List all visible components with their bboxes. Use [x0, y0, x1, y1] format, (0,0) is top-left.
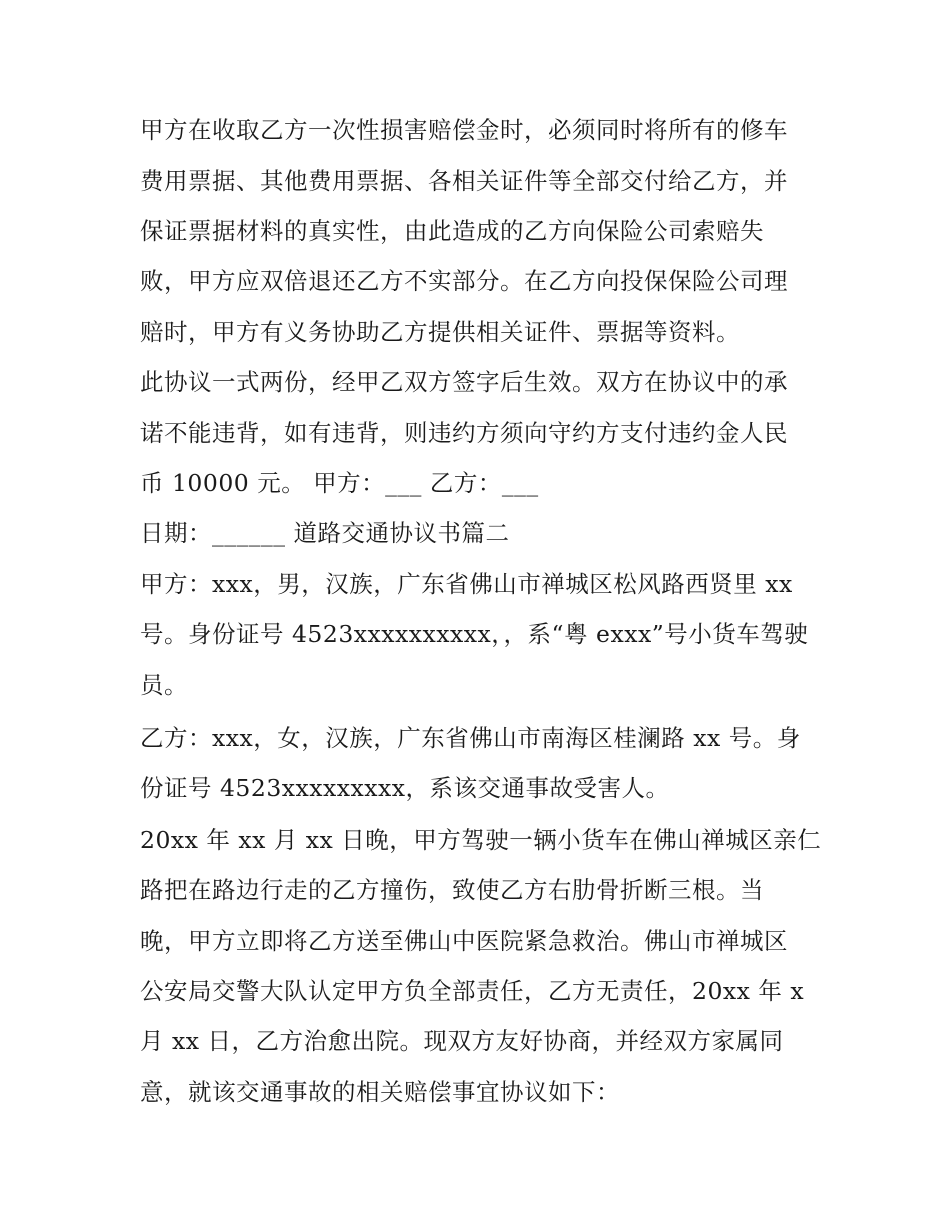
text-line: 员。: [140, 671, 188, 699]
text-line: 保证票据材料的真实性，由此造成的乙方向保险公司索赔失: [140, 217, 764, 245]
text-line: 公安局交警大队认定甲方负全部责任，乙方无责任，20xx 年 x: [140, 977, 805, 1005]
text-line: 诺不能违背，如有违背，则违约方须向守约方支付违约金人民: [140, 419, 788, 447]
text-line: 份证号 4523xxxxxxxxx，系该交通事故受害人。: [140, 774, 670, 802]
text-line: 号。身份证号 4523xxxxxxxxxx，，系“粤 exxx”号小货车驾驶: [140, 620, 809, 648]
text-line: 费用票据、其他费用票据、各相关证件等全部交付给乙方，并: [140, 167, 788, 195]
text-line: 路把在路边行走的乙方撞伤，致使乙方右肋骨折断三根。当: [140, 876, 764, 904]
text-line: 败，甲方应双倍退还乙方不实部分。在乙方向投保保险公司理: [140, 267, 788, 295]
text-line: 月 xx 日，乙方治愈出院。现双方友好协商，并经双方家属同: [140, 1027, 784, 1055]
text-line: 20xx 年 xx 月 xx 日晚，甲方驾驶一辆小货车在佛山禅城区亲仁: [140, 826, 822, 854]
text-line: 乙方：xxx，女，汉族，广东省佛山市南海区桂澜路 xx 号。身: [140, 724, 801, 752]
text-line: 意，就该交通事故的相关赔偿事宜协议如下：: [140, 1078, 620, 1106]
text-line: 此协议一式两份，经甲乙双方签字后生效。双方在协议中的承: [140, 368, 788, 396]
text-line: 甲方在收取乙方一次性损害赔偿金时，必须同时将所有的修车: [140, 116, 788, 144]
text-line: 晚，甲方立即将乙方送至佛山中医院紧急救治。佛山市禅城区: [140, 927, 788, 955]
text-line: 日期：______ 道路交通协议书篇二: [140, 519, 510, 547]
text-line: 赔时，甲方有义务协助乙方提供相关证件、票据等资料。: [140, 318, 740, 346]
text-line: 甲方：xxx，男，汉族，广东省佛山市禅城区松风路西贤里 xx: [140, 570, 793, 598]
text-line: 币 10000 元。 甲方：___ 乙方：___: [140, 469, 539, 497]
